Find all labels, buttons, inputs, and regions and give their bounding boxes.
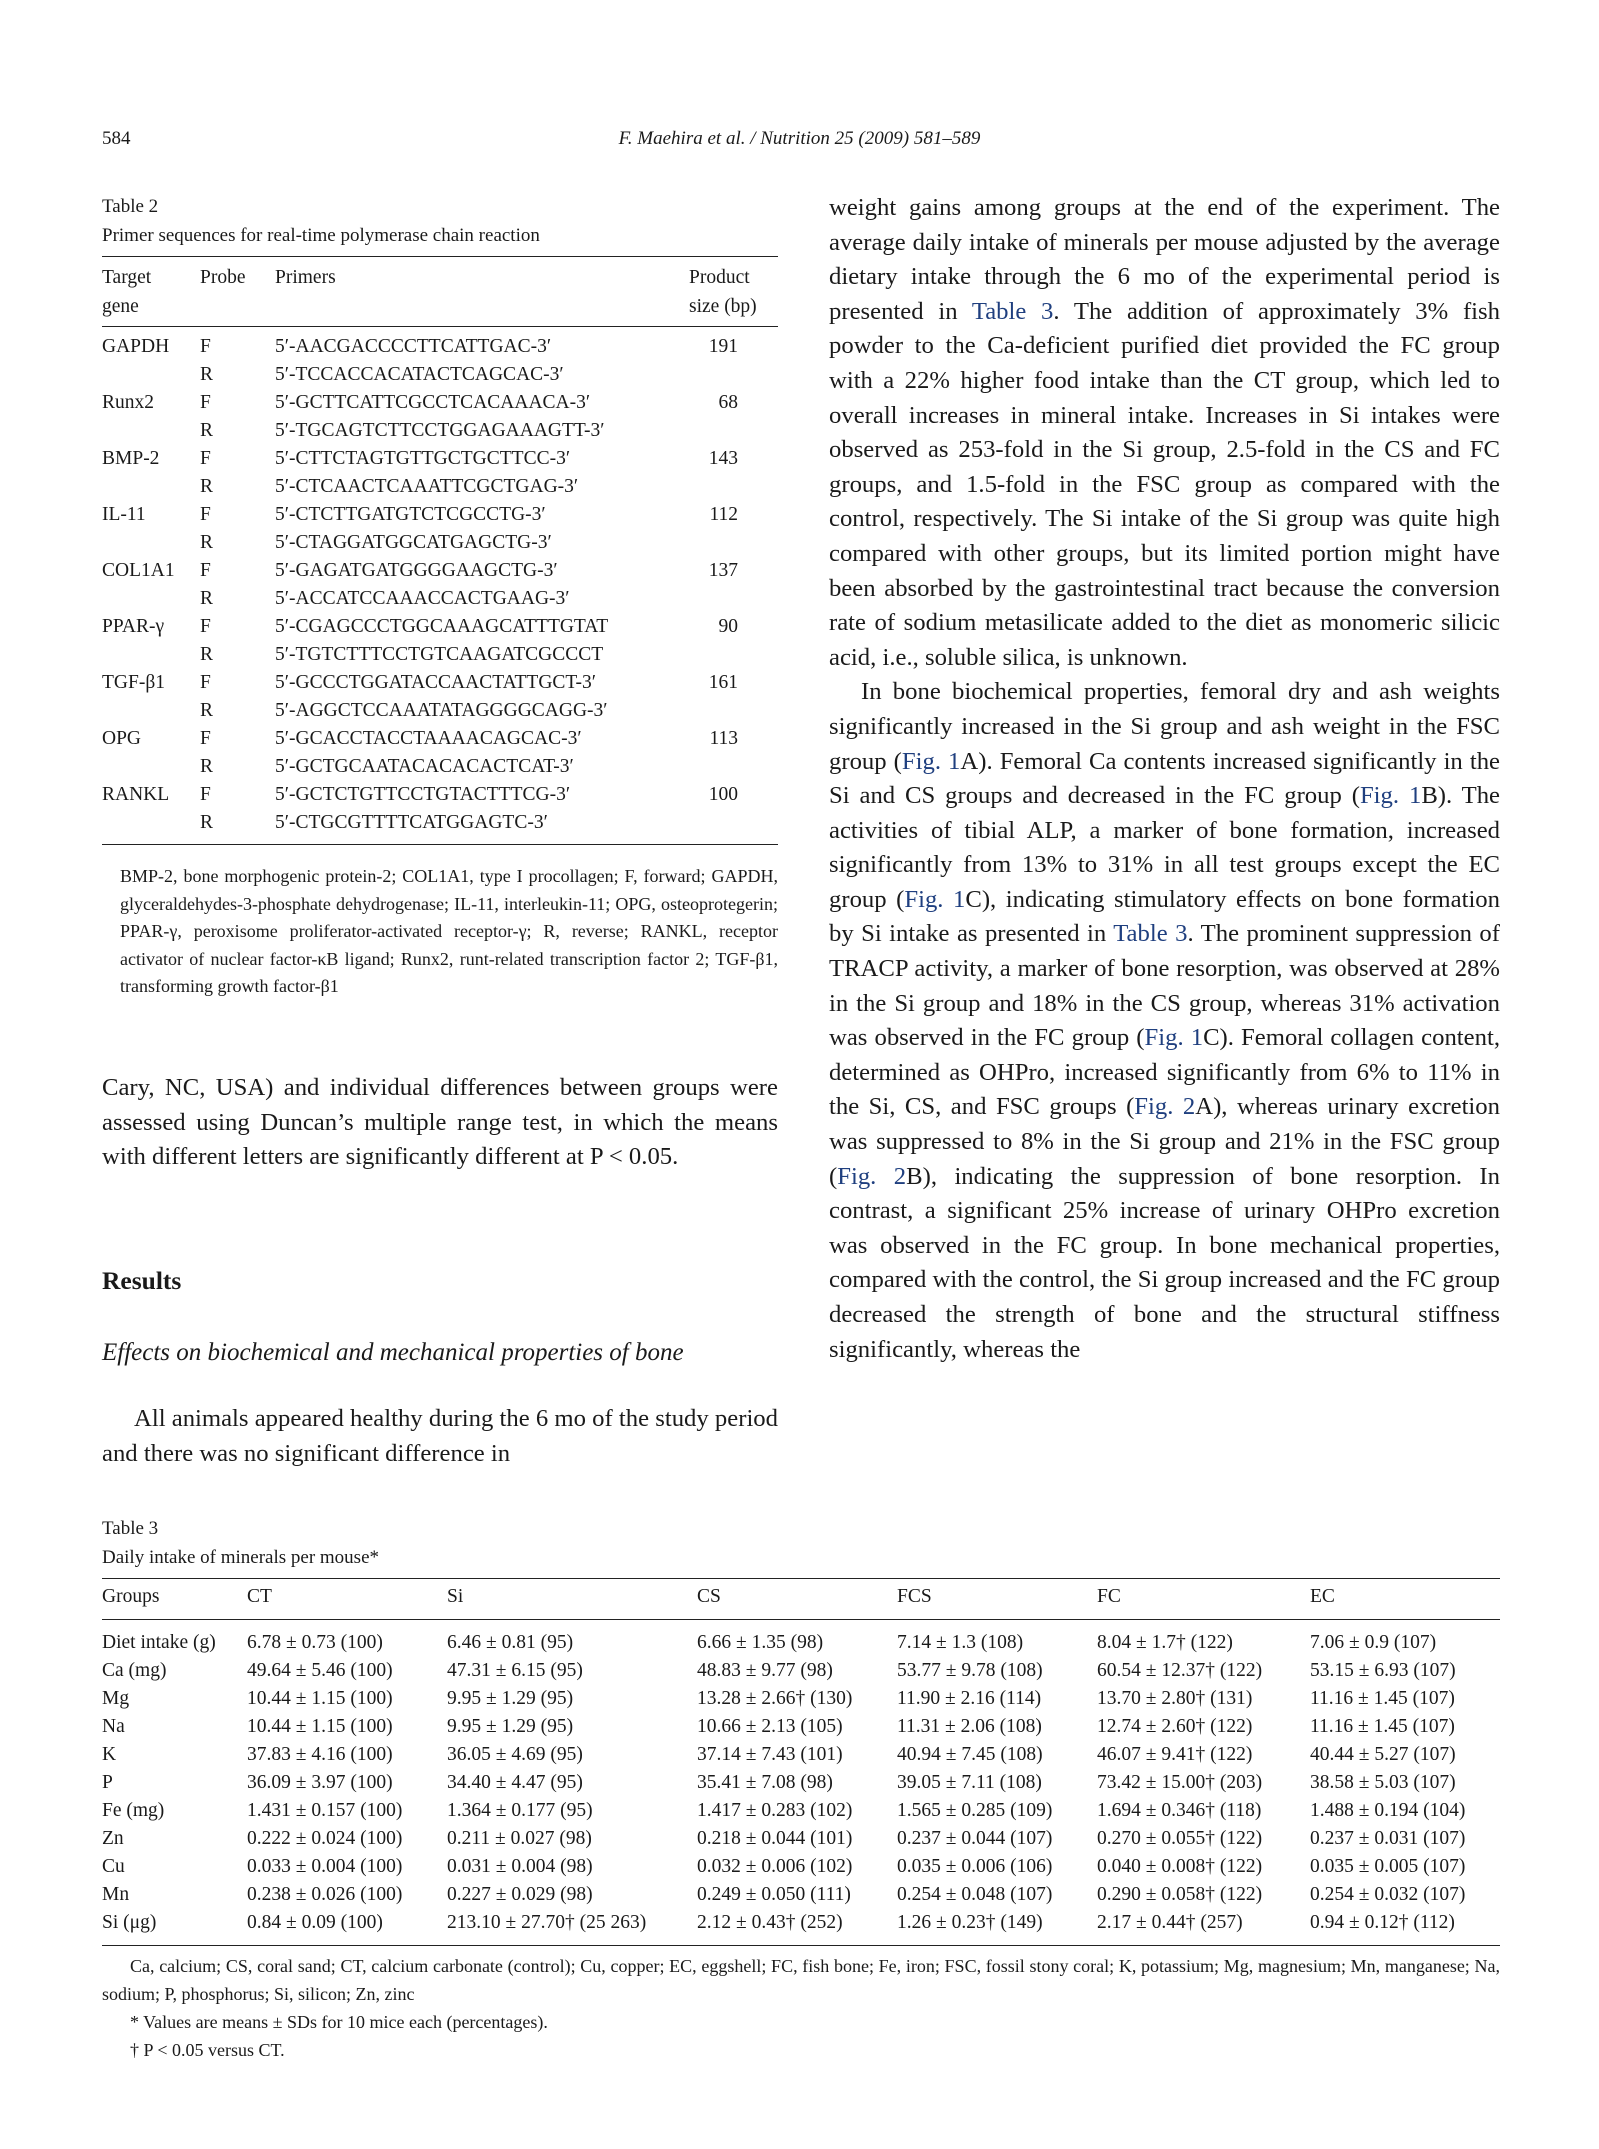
table-cell-gene bbox=[102, 529, 200, 557]
table-3-col-header: CT bbox=[247, 1579, 447, 1620]
table-row bbox=[102, 1825, 1500, 1853]
table-cell-probe: F bbox=[200, 616, 211, 637]
table-cell-primer: 5′-GAGATGATGGGGAAGCTG-3′ bbox=[275, 560, 558, 581]
table-cell-probe: F bbox=[200, 504, 211, 525]
table-cell: 0.040 ± 0.008† (122) bbox=[1097, 1856, 1263, 1877]
right-column bbox=[829, 191, 1500, 1367]
fig-1-link[interactable]: Fig. 1 bbox=[1359, 782, 1422, 810]
table-cell-probe: F bbox=[200, 728, 211, 749]
table-cell-probe: R bbox=[200, 420, 214, 441]
table-3-col-header: CS bbox=[697, 1579, 897, 1620]
table-row bbox=[102, 1797, 1500, 1825]
table-cell-primer: 5′-GCCCTGGATACCAACTATTGCT-3′ bbox=[275, 672, 597, 693]
table-cell-size: 112 bbox=[709, 504, 738, 525]
table-cell: 39.05 ± 7.11 (108) bbox=[897, 1772, 1042, 1793]
table-cell-primer: 5′-TGCAGTCTTCCTGGAGAAAGTT-3′ bbox=[275, 420, 605, 441]
table-cell: 11.31 ± 2.06 (108) bbox=[897, 1716, 1042, 1737]
table-cell-primer: 5′-AACGACCCCTTCATTGAC-3′ bbox=[275, 336, 552, 357]
col-header-probe: Probe bbox=[200, 267, 246, 288]
table-cell: 1.565 ± 0.285 (109) bbox=[897, 1800, 1053, 1821]
table-cell-primer: 5′-GCTCTGTTCCTGTACTTTCG-3′ bbox=[275, 784, 571, 805]
table-cell: 12.74 ± 2.60† (122) bbox=[1097, 1716, 1253, 1737]
table-cell-probe: F bbox=[200, 784, 211, 805]
table-cell: 0.211 ± 0.027 (98) bbox=[447, 1828, 592, 1849]
table-cell-gene bbox=[102, 753, 200, 781]
table-row bbox=[102, 1713, 1500, 1741]
table-cell-size: 191 bbox=[708, 336, 738, 357]
table-cell-probe: R bbox=[200, 812, 214, 833]
fig-1-link[interactable]: Fig. 1 bbox=[904, 885, 966, 913]
table-3-footnote-star: * Values are means ± SDs for 10 mice each (percentages). bbox=[130, 2012, 548, 2032]
table-cell: 1.417 ± 0.283 (102) bbox=[697, 1800, 853, 1821]
table-cell-gene bbox=[102, 697, 200, 725]
table-row-label: Cu bbox=[102, 1856, 125, 1877]
table-cell: 34.40 ± 4.47 (95) bbox=[447, 1772, 583, 1793]
table-row-label: Ca (mg) bbox=[102, 1660, 167, 1681]
page-number: 584 bbox=[102, 128, 131, 149]
table-row-label: P bbox=[102, 1772, 113, 1793]
table-3-abbreviations: Ca, calcium; CS, coral sand; CT, calcium carbonate (control); Cu, copper; EC, eggshell; FC, fish bone; Fe, iron; FSC, fossil stony coral; K, potassium; Mg, magnesium; Mn, manganese; Na, sodium; P, phosphorus; Si, silicon; Zn, zinc bbox=[102, 1956, 1500, 2004]
table-3-col-header: Groups bbox=[102, 1579, 247, 1620]
table-cell: 60.54 ± 12.37† (122) bbox=[1097, 1660, 1263, 1681]
table-cell: 40.44 ± 5.27 (107) bbox=[1310, 1744, 1456, 1765]
table-3-col-header: Si bbox=[447, 1579, 697, 1620]
col-header-product-size: Product size (bp) bbox=[689, 267, 757, 317]
table-2-footnote: BMP-2, bone morphogenic protein-2; COL1A1, type I procollagen; F, forward; GAPDH, glyceraldehydes-3-phosphate dehydrogenase; IL-11, interleukin-11; OPG, osteoprotegerin; PPAR-γ, peroxisome proliferator-activated receptor-γ; R, reverse; RANKL, receptor activator of nuclear factor-κB ligand; Runx2, runt-related transcription factor 2; TGF-β1, transforming growth factor-β1 bbox=[120, 866, 778, 996]
table-cell-probe: R bbox=[200, 700, 214, 721]
table-cell: 38.58 ± 5.03 (107) bbox=[1310, 1772, 1456, 1793]
table-cell-probe: R bbox=[200, 476, 214, 497]
table-cell-gene: IL-11 bbox=[102, 504, 146, 525]
table-3-link[interactable]: Table 3 bbox=[1113, 920, 1188, 948]
table-cell: 2.17 ± 0.44† (257) bbox=[1097, 1912, 1243, 1933]
table-cell-size bbox=[689, 473, 778, 501]
table-cell-gene: BMP-2 bbox=[102, 448, 160, 469]
table-cell: 0.035 ± 0.006 (106) bbox=[897, 1856, 1053, 1877]
table-cell: 48.83 ± 9.77 (98) bbox=[697, 1660, 833, 1681]
table-cell: 13.70 ± 2.80† (131) bbox=[1097, 1688, 1253, 1709]
table-cell-size: 143 bbox=[708, 448, 738, 469]
table-cell: 10.44 ± 1.15 (100) bbox=[247, 1688, 393, 1709]
table-2-body bbox=[102, 327, 778, 844]
table-cell: 7.06 ± 0.9 (107) bbox=[1310, 1632, 1437, 1653]
table-row bbox=[102, 1685, 1500, 1713]
table-cell: 7.14 ± 1.3 (108) bbox=[897, 1632, 1024, 1653]
table-cell: 0.032 ± 0.006 (102) bbox=[697, 1856, 853, 1877]
table-cell-size: 113 bbox=[709, 728, 738, 749]
table-cell: 1.364 ± 0.177 (95) bbox=[447, 1800, 593, 1821]
table-cell: 0.94 ± 0.12† (112) bbox=[1310, 1912, 1455, 1933]
table-cell-primer: 5′-CGAGCCCTGGCAAAGCATTTGTAT bbox=[275, 616, 609, 637]
table-cell-size: 68 bbox=[718, 392, 738, 413]
table-3-col-header: FCS bbox=[897, 1579, 1097, 1620]
table-row-label: Si (μg) bbox=[102, 1912, 157, 1933]
table-cell-gene bbox=[102, 473, 200, 501]
table-cell-primer: 5′-CTAGGATGGCATGAGCTG-3′ bbox=[275, 532, 552, 553]
results-heading: Results bbox=[102, 1266, 182, 1295]
table-2-grid bbox=[102, 257, 778, 326]
table-cell-gene bbox=[102, 361, 200, 389]
table-cell-primer: 5′-GCTTCATTCGCCTCACAAACA-3′ bbox=[275, 392, 591, 413]
table-cell: 0.238 ± 0.026 (100) bbox=[247, 1884, 403, 1905]
table-cell-size: 100 bbox=[708, 784, 738, 805]
table-row bbox=[102, 1620, 1500, 1658]
table-cell: 35.41 ± 7.08 (98) bbox=[697, 1772, 833, 1793]
table-3-footnotes bbox=[102, 1946, 1500, 2064]
paragraph-methods-end: Cary, NC, USA) and individual differences between groups were assessed using Duncan’s multiple range test, in which the means with different letters are significantly different at P < 0.05. bbox=[102, 1074, 778, 1171]
table-3-caption: Daily intake of minerals per mouse* bbox=[102, 1547, 380, 1568]
fig-2-link[interactable]: Fig. 2 bbox=[1134, 1093, 1196, 1121]
table-cell: 0.84 ± 0.09 (100) bbox=[247, 1912, 383, 1933]
table-cell-size: 161 bbox=[708, 672, 738, 693]
table-row-label: Fe (mg) bbox=[102, 1800, 165, 1821]
table-cell: 6.46 ± 0.81 (95) bbox=[447, 1632, 574, 1653]
fig-2-link[interactable]: Fig. 2 bbox=[837, 1162, 907, 1190]
table-cell-probe: R bbox=[200, 756, 214, 777]
table-row bbox=[102, 1741, 1500, 1769]
table-cell-primer: 5′-CTCAACTCAAATTCGCTGAG-3′ bbox=[275, 476, 579, 497]
table-row-label: Diet intake (g) bbox=[102, 1632, 216, 1653]
fig-1-link[interactable]: Fig. 1 bbox=[1144, 1024, 1204, 1052]
col-header-primers: Primers bbox=[275, 267, 336, 288]
table-cell-primer: 5′-TCCACCACATACTCAGCAC-3′ bbox=[275, 364, 564, 385]
table-cell-gene bbox=[102, 417, 200, 445]
table-cell-size bbox=[689, 361, 778, 389]
table-row bbox=[102, 1909, 1500, 1946]
table-3-col-header: FC bbox=[1097, 1579, 1310, 1620]
table-cell: 0.254 ± 0.032 (107) bbox=[1310, 1884, 1466, 1905]
table-cell-gene: OPG bbox=[102, 728, 142, 749]
table-cell-size bbox=[689, 417, 778, 445]
table-cell: 47.31 ± 6.15 (95) bbox=[447, 1660, 583, 1681]
table-cell: 0.270 ± 0.055† (122) bbox=[1097, 1828, 1263, 1849]
paragraph-bone-properties: In bone biochemical properties, femoral dry and ash weights significantly increased in the Si group and ash weight in the FSC group (Fig. 1A). Femoral Ca contents increased significantly in the Si and CS groups and decreased in the FC group (Fig. 1B). The activities of tibial ALP, a marker of bone formation, increased significantly from 13% to 31% in all test groups except the EC group (Fig. 1C), indicating stimulatory effects on bone formation by Si intake as presented in Table 3. The prominent suppression of TRACP activity, a marker of bone resorption, was observed at 28% in the Si group and 18% in the CS group, whereas 31% activation was observed in the FC group (Fig. 1C). Femoral collagen content, determined as OHPro, increased significantly from 6% to 11% in the Si, CS, and FSC groups (Fig. 2A), whereas urinary excretion was suppressed to 8% in the Si group and 21% in the FSC group (Fig. 2B), indicating the suppression of bone resorption. In contrast, a significant 25% increase of urinary OHPro excretion was observed in the FC group. In bone mechanical properties, compared with the control, the Si group increased and the FC group decreased the strength of bone and the structural stiffness significantly, whereas the bbox=[829, 678, 1501, 1363]
table-cell: 37.14 ± 7.43 (101) bbox=[697, 1744, 843, 1765]
table-cell: 36.05 ± 4.69 (95) bbox=[447, 1744, 583, 1765]
table-cell-size bbox=[689, 753, 778, 781]
table-cell: 213.10 ± 27.70† (25 263) bbox=[447, 1912, 647, 1933]
table-cell: 53.15 ± 6.93 (107) bbox=[1310, 1660, 1456, 1681]
table-cell-probe: R bbox=[200, 532, 214, 553]
table-3-link[interactable]: Table 3 bbox=[971, 297, 1054, 325]
table-cell: 0.031 ± 0.004 (98) bbox=[447, 1856, 593, 1877]
table-cell: 0.227 ± 0.029 (98) bbox=[447, 1884, 593, 1905]
table-cell: 53.77 ± 9.78 (108) bbox=[897, 1660, 1043, 1681]
table-cell-primer: 5′-GCTGCAATACACACACTCAT-3′ bbox=[275, 756, 574, 777]
table-cell: 11.16 ± 1.45 (107) bbox=[1310, 1688, 1455, 1709]
table-cell: 37.83 ± 4.16 (100) bbox=[247, 1744, 393, 1765]
table-cell: 0.035 ± 0.005 (107) bbox=[1310, 1856, 1466, 1877]
table-cell: 0.249 ± 0.050 (111) bbox=[697, 1884, 851, 1905]
table-cell-size: 90 bbox=[718, 616, 738, 637]
table-cell-gene: Runx2 bbox=[102, 392, 155, 413]
table-cell: 36.09 ± 3.97 (100) bbox=[247, 1772, 393, 1793]
table-3-grid bbox=[102, 1578, 1500, 1946]
table-cell-primer: 5′-GCACCTACCTAAAACAGCAC-3′ bbox=[275, 728, 582, 749]
subsection-heading: Effects on biochemical and mechanical properties of bone bbox=[102, 1339, 684, 1366]
table-cell: 49.64 ± 5.46 (100) bbox=[247, 1660, 393, 1681]
table-cell-size bbox=[689, 585, 778, 613]
table-cell-probe: F bbox=[200, 560, 211, 581]
table-cell: 0.290 ± 0.058† (122) bbox=[1097, 1884, 1263, 1905]
table-cell: 11.90 ± 2.16 (114) bbox=[897, 1688, 1042, 1709]
table-cell: 9.95 ± 1.29 (95) bbox=[447, 1716, 574, 1737]
table-cell-gene: GAPDH bbox=[102, 336, 170, 357]
table-cell: 73.42 ± 15.00† (203) bbox=[1097, 1772, 1263, 1793]
table-2-label: Table 2 bbox=[102, 196, 159, 217]
table-row-label: Mg bbox=[102, 1688, 130, 1709]
table-cell-size: 137 bbox=[708, 560, 738, 581]
table-cell-gene: PPAR-γ bbox=[102, 616, 165, 637]
table-row-label: Mn bbox=[102, 1884, 130, 1905]
table-3 bbox=[102, 1514, 1500, 2064]
table-row bbox=[102, 1853, 1500, 1881]
table-cell-primer: 5′-ACCATCCAAACCACTGAAG-3′ bbox=[275, 588, 570, 609]
table-cell-gene bbox=[102, 809, 200, 837]
table-cell-probe: R bbox=[200, 588, 214, 609]
left-column-results-paragraph bbox=[102, 1402, 778, 1471]
table-cell: 1.26 ± 0.23† (149) bbox=[897, 1912, 1043, 1933]
table-cell-probe: F bbox=[200, 448, 211, 469]
table-cell: 10.66 ± 2.13 (105) bbox=[697, 1716, 843, 1737]
table-cell: 1.694 ± 0.346† (118) bbox=[1097, 1800, 1262, 1821]
table-cell: 40.94 ± 7.45 (108) bbox=[897, 1744, 1043, 1765]
fig-1-link[interactable]: Fig. 1 bbox=[901, 747, 961, 775]
table-row bbox=[102, 1881, 1500, 1909]
paragraph-results-start: All animals appeared healthy during the 6 mo of the study period and there was no significant difference in bbox=[102, 1405, 778, 1467]
table-cell-size bbox=[689, 697, 778, 725]
table-cell: 0.237 ± 0.044 (107) bbox=[897, 1828, 1053, 1849]
table-cell: 0.222 ± 0.024 (100) bbox=[247, 1828, 403, 1849]
table-cell-gene: RANKL bbox=[102, 784, 170, 805]
table-cell: 0.218 ± 0.044 (101) bbox=[697, 1828, 853, 1849]
table-cell-size bbox=[689, 529, 778, 557]
table-cell: 0.237 ± 0.031 (107) bbox=[1310, 1828, 1466, 1849]
table-2-caption: Primer sequences for real-time polymerase chain reaction bbox=[102, 225, 540, 246]
table-cell-gene: COL1A1 bbox=[102, 560, 175, 581]
left-column-paragraph bbox=[102, 1071, 778, 1175]
paragraph-mineral-intake: weight gains among groups at the end of the experiment. The average daily intake of minerals per mouse adjusted by the average dietary intake through the 6 mo of the experimental period is presented in Table 3. The addition of approximately 3% fish powder to the Ca-deficient purified diet provided the FC group with a 22% higher food intake than the CT group, which led to overall increases in mineral intake. Increases in Si intakes were observed as 253-fold in the Si group, 2.5-fold in the CS and FC groups, and 1.5-fold in the FSC group as compared with the control, respectively. The Si intake of the Si group was quite high compared with other groups, but its limited portion might have been absorbed by the gastrointestinal tract because the conversion rate of sodium metasilicate added to the diet as monomeric silicic acid, i.e., soluble silica, is unknown. bbox=[829, 194, 1500, 671]
table-row-label: Na bbox=[102, 1716, 125, 1737]
table-3-label: Table 3 bbox=[102, 1518, 159, 1539]
table-cell-gene bbox=[102, 585, 200, 613]
table-cell-gene bbox=[102, 641, 200, 669]
table-cell-size bbox=[689, 809, 778, 837]
running-head: F. Maehira et al. / Nutrition 25 (2009) 581–589 bbox=[618, 128, 981, 149]
table-cell: 13.28 ± 2.66† (130) bbox=[697, 1688, 853, 1709]
table-cell: 11.16 ± 1.45 (107) bbox=[1310, 1716, 1455, 1737]
table-cell: 10.44 ± 1.15 (100) bbox=[247, 1716, 393, 1737]
table-cell-primer: 5′-AGGCTCCAAATATAGGGGCAGG-3′ bbox=[275, 700, 608, 721]
table-cell-primer: 5′-CTTCTAGTGTTGCTGCTTCC-3′ bbox=[275, 448, 571, 469]
table-cell-probe: R bbox=[200, 644, 214, 665]
table-row bbox=[102, 1657, 1500, 1685]
table-cell: 2.12 ± 0.43† (252) bbox=[697, 1912, 843, 1933]
table-cell: 6.78 ± 0.73 (100) bbox=[247, 1632, 383, 1653]
table-cell-probe: F bbox=[200, 672, 211, 693]
table-cell: 6.66 ± 1.35 (98) bbox=[697, 1632, 824, 1653]
table-cell: 1.431 ± 0.157 (100) bbox=[247, 1800, 403, 1821]
table-cell: 9.95 ± 1.29 (95) bbox=[447, 1688, 574, 1709]
table-row-label: K bbox=[102, 1744, 117, 1765]
table-2 bbox=[102, 192, 778, 1001]
table-cell-primer: 5′-CTGCGTTTTCATGGAGTC-3′ bbox=[275, 812, 548, 833]
table-3-footnote-dagger: † P < 0.05 versus CT. bbox=[130, 2040, 285, 2060]
table-cell: 1.488 ± 0.194 (104) bbox=[1310, 1800, 1466, 1821]
table-cell: 8.04 ± 1.7† (122) bbox=[1097, 1632, 1233, 1653]
col-header-target-gene: Target gene bbox=[102, 267, 152, 317]
table-cell-probe: F bbox=[200, 392, 211, 413]
table-cell: 0.033 ± 0.004 (100) bbox=[247, 1856, 403, 1877]
table-cell: 46.07 ± 9.41† (122) bbox=[1097, 1744, 1253, 1765]
table-cell-gene: TGF-β1 bbox=[102, 672, 166, 693]
table-cell-primer: 5′-TGTCTTTCCTGTCAAGATCGCCCT bbox=[275, 644, 604, 665]
table-cell-size bbox=[689, 641, 778, 669]
table-3-col-header: EC bbox=[1310, 1579, 1500, 1620]
table-cell-primer: 5′-CTCTTGATGTCTCGCCTG-3′ bbox=[275, 504, 546, 525]
table-cell-probe: F bbox=[200, 336, 211, 357]
table-row bbox=[102, 1769, 1500, 1797]
table-row-label: Zn bbox=[102, 1828, 124, 1849]
table-cell-probe: R bbox=[200, 364, 214, 385]
table-cell: 0.254 ± 0.048 (107) bbox=[897, 1884, 1053, 1905]
